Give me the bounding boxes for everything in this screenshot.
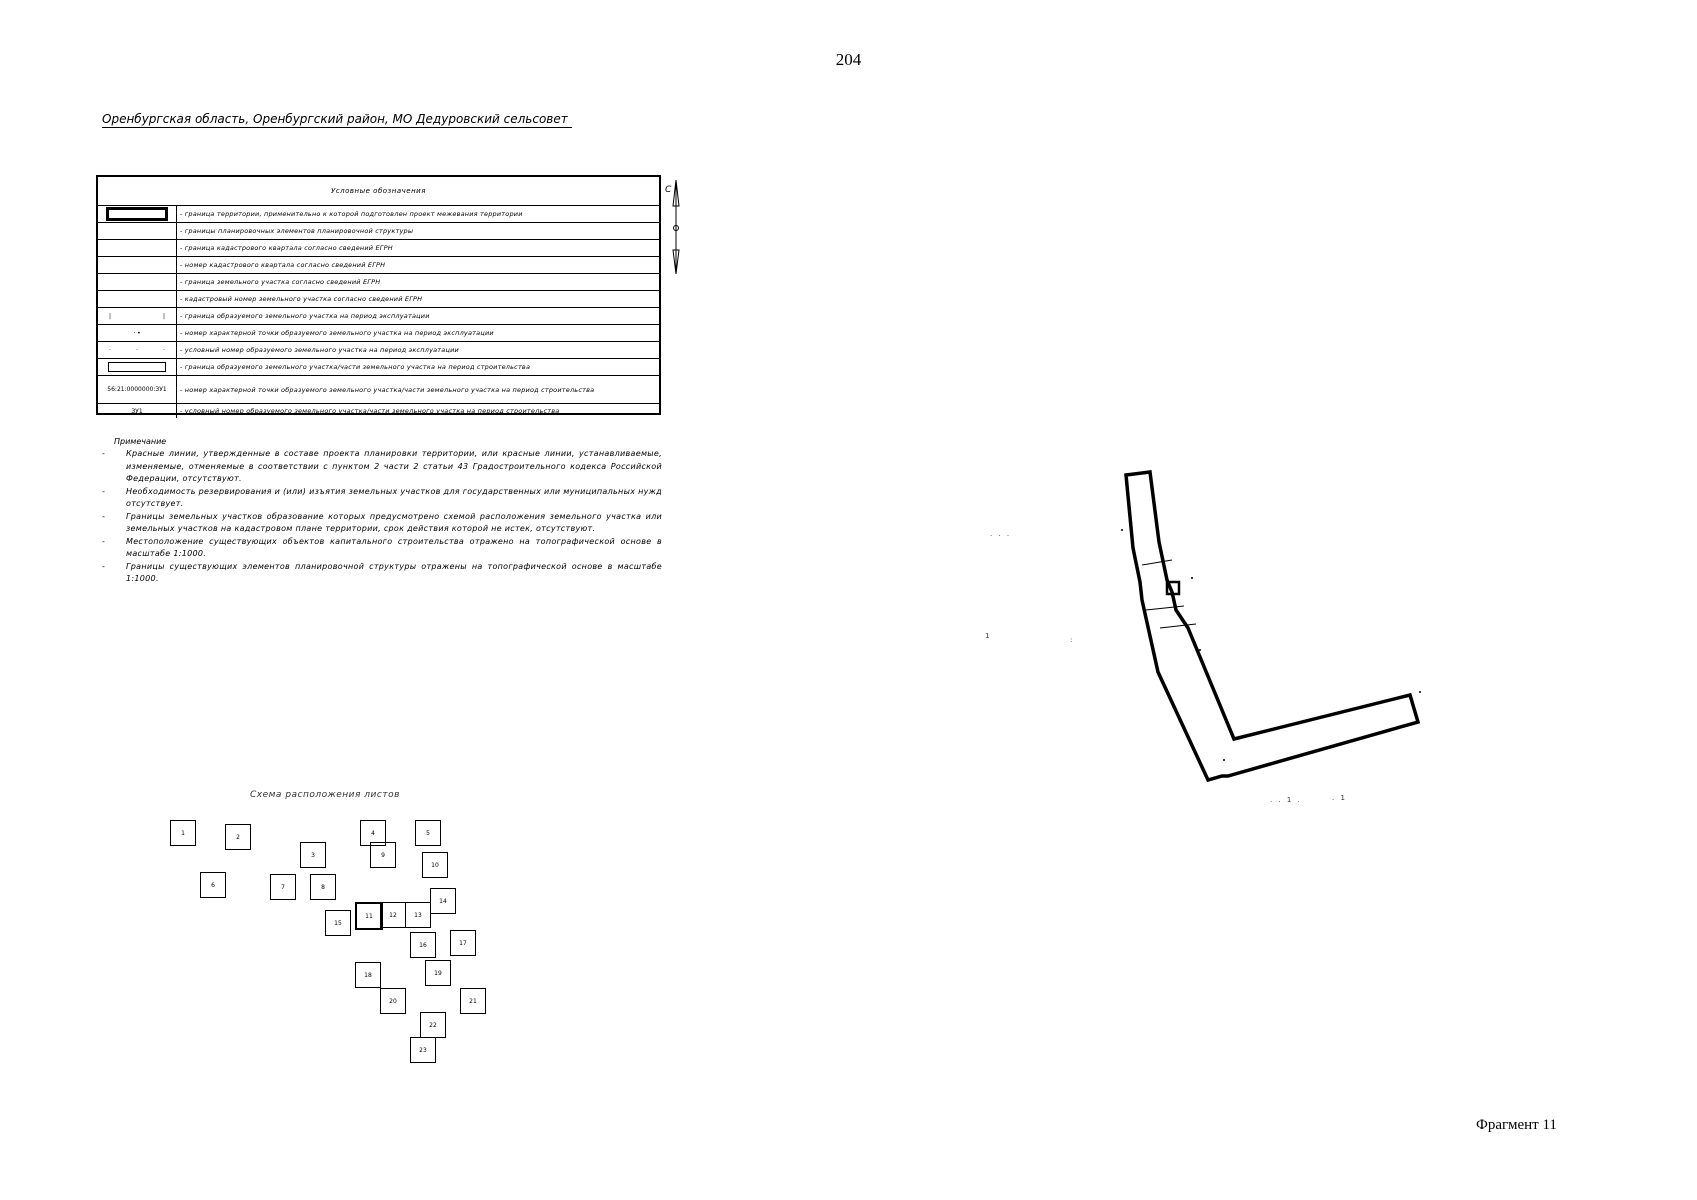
sheet-16: 16: [410, 932, 436, 958]
region-title: Оренбургская область, Оренбургский район, МО Дедуровский сельсовет: [102, 112, 572, 128]
legend-text: - номер характерной точки образуемого земельного участка/части земельного участка на период строительства: [180, 385, 595, 394]
legend-symbol: [98, 291, 177, 307]
page-number: 204: [835, 50, 862, 69]
sheet-10: 10: [422, 852, 448, 878]
legend-text: - номер кадастрового квартала согласно сведений ЕГРН: [180, 261, 386, 269]
note-item: - Местоположение существующих объектов капитального строительства отражено на топографической основе в масштабе 1:1000.: [102, 536, 662, 561]
legend-row: [98, 274, 659, 291]
sheet-11: 11: [355, 902, 383, 930]
sheet-4: 4: [360, 820, 386, 846]
legend-symbol-label: ЗУ1: [131, 407, 143, 415]
sheet-22: 22: [420, 1012, 446, 1038]
sheet-layout-scheme: [160, 812, 520, 1062]
sheet-3: 3: [300, 842, 326, 868]
fragment-label: Фрагмент 11: [1476, 1117, 1557, 1133]
note-item: - Необходимость резервирования и (или) изъятия земельных участков для государственных или муниципальных нужд отсутствует.: [102, 486, 662, 511]
map-label: . . 1 .: [1270, 796, 1302, 804]
legend-row: [98, 223, 659, 240]
sheet-14: 14: [430, 888, 456, 914]
legend-row: [98, 240, 659, 257]
sheet-9: 9: [370, 842, 396, 868]
legend-row: [98, 376, 659, 404]
sheet-7: 7: [270, 874, 296, 900]
legend-row: [98, 342, 659, 359]
map-label: . 1: [1332, 794, 1347, 802]
legend-symbol: [98, 223, 177, 239]
north-arrow-icon: [664, 178, 686, 278]
sheet-5: 5: [415, 820, 441, 846]
legend-symbol: · •: [98, 325, 177, 341]
legend-text: - кадастровый номер земельного участка согласно сведений ЕГРН: [180, 295, 423, 303]
legend-row: [98, 257, 659, 274]
legend-symbol: · · ·: [98, 342, 177, 358]
sheet-12: 12: [380, 902, 406, 928]
legend-text: - граница земельного участка согласно сведений ЕГРН: [180, 278, 381, 286]
legend-text: - граница территории, применительно к которой подготовлен проект межевания территории: [180, 210, 523, 218]
map-label: . . .: [990, 530, 1012, 538]
sheet-21: 21: [460, 988, 486, 1014]
legend-text: - граница кадастрового квартала согласно сведений ЕГРН: [180, 244, 393, 252]
legend-symbol-label: 56:21:0000000:ЗУ1: [107, 386, 167, 393]
map-fragment: [960, 460, 1440, 820]
note-item: - Границы земельных участков образование которых предусмотрено схемой расположения земельного участка или земельных участков на кадастровом плане территории, срок действия которой не истек, отсутствуют.: [102, 511, 662, 536]
legend-table: [96, 175, 661, 415]
note-item: - Границы существующих элементов планировочной структуры отражены на топографической основе в масштабе 1:1000.: [102, 561, 662, 586]
legend-symbol: [98, 274, 177, 290]
legend-row: [98, 206, 659, 223]
legend-symbol: [98, 240, 177, 256]
legend-row: [98, 359, 659, 376]
notes-section: [102, 437, 662, 586]
notes-list: [102, 448, 662, 586]
map-label: 1: [985, 632, 992, 640]
sheet-17: 17: [450, 930, 476, 956]
legend-row: [98, 325, 659, 342]
map-label: :: [1070, 636, 1075, 644]
legend-symbol: [98, 404, 177, 418]
parcel-boundary: [1126, 472, 1418, 780]
legend-row: [98, 404, 659, 418]
legend-symbol: [98, 376, 177, 403]
sheet-1: 1: [170, 820, 196, 846]
sheet-23: 23: [410, 1037, 436, 1063]
legend-text: - условный номер образуемого земельного участка на период эксплуатации: [180, 346, 459, 354]
legend-text: - границы планировочных элементов планировочной структуры: [180, 227, 414, 235]
sheet-6: 6: [200, 872, 226, 898]
north-arrow-label: С: [665, 185, 672, 195]
legend-title: Условные обозначения: [98, 177, 659, 206]
legend-symbol: | |: [98, 308, 177, 324]
scheme-title: Схема расположения листов: [250, 790, 400, 800]
legend-rows: [98, 206, 659, 418]
sheet-18: 18: [355, 962, 381, 988]
sheet-2: 2: [225, 824, 251, 850]
legend-symbol: [98, 359, 177, 375]
legend-text: - граница образуемого земельного участка на период эксплуатации: [180, 312, 430, 320]
legend-row: [98, 308, 659, 325]
sheet-20: 20: [380, 988, 406, 1014]
legend-text: - условный номер образуемого земельного участка/части земельного участка на период строительства: [180, 407, 560, 415]
notes-title: Примечание: [114, 437, 167, 446]
sheet-13: 13: [405, 902, 431, 928]
sheet-15: 15: [325, 910, 351, 936]
sheet-8: 8: [310, 874, 336, 900]
legend-symbol: [98, 206, 177, 222]
legend-row: [98, 291, 659, 308]
legend-symbol: [98, 257, 177, 273]
note-item: - Красные линии, утвержденные в составе проекта планировки территории, или красные линии, устанавливаемые, изменяемые, отменяемые в соответствии с пунктом 2 части 2 статьи 43 Градостроительного кодекса Российской Федерации, отсутствуют.: [102, 448, 662, 486]
legend-text: - номер характерной точки образуемого земельного участка на период эксплуатации: [180, 329, 494, 337]
sheet-19: 19: [425, 960, 451, 986]
legend-text: - граница образуемого земельного участка/части земельного участка на период строительства: [180, 363, 531, 371]
